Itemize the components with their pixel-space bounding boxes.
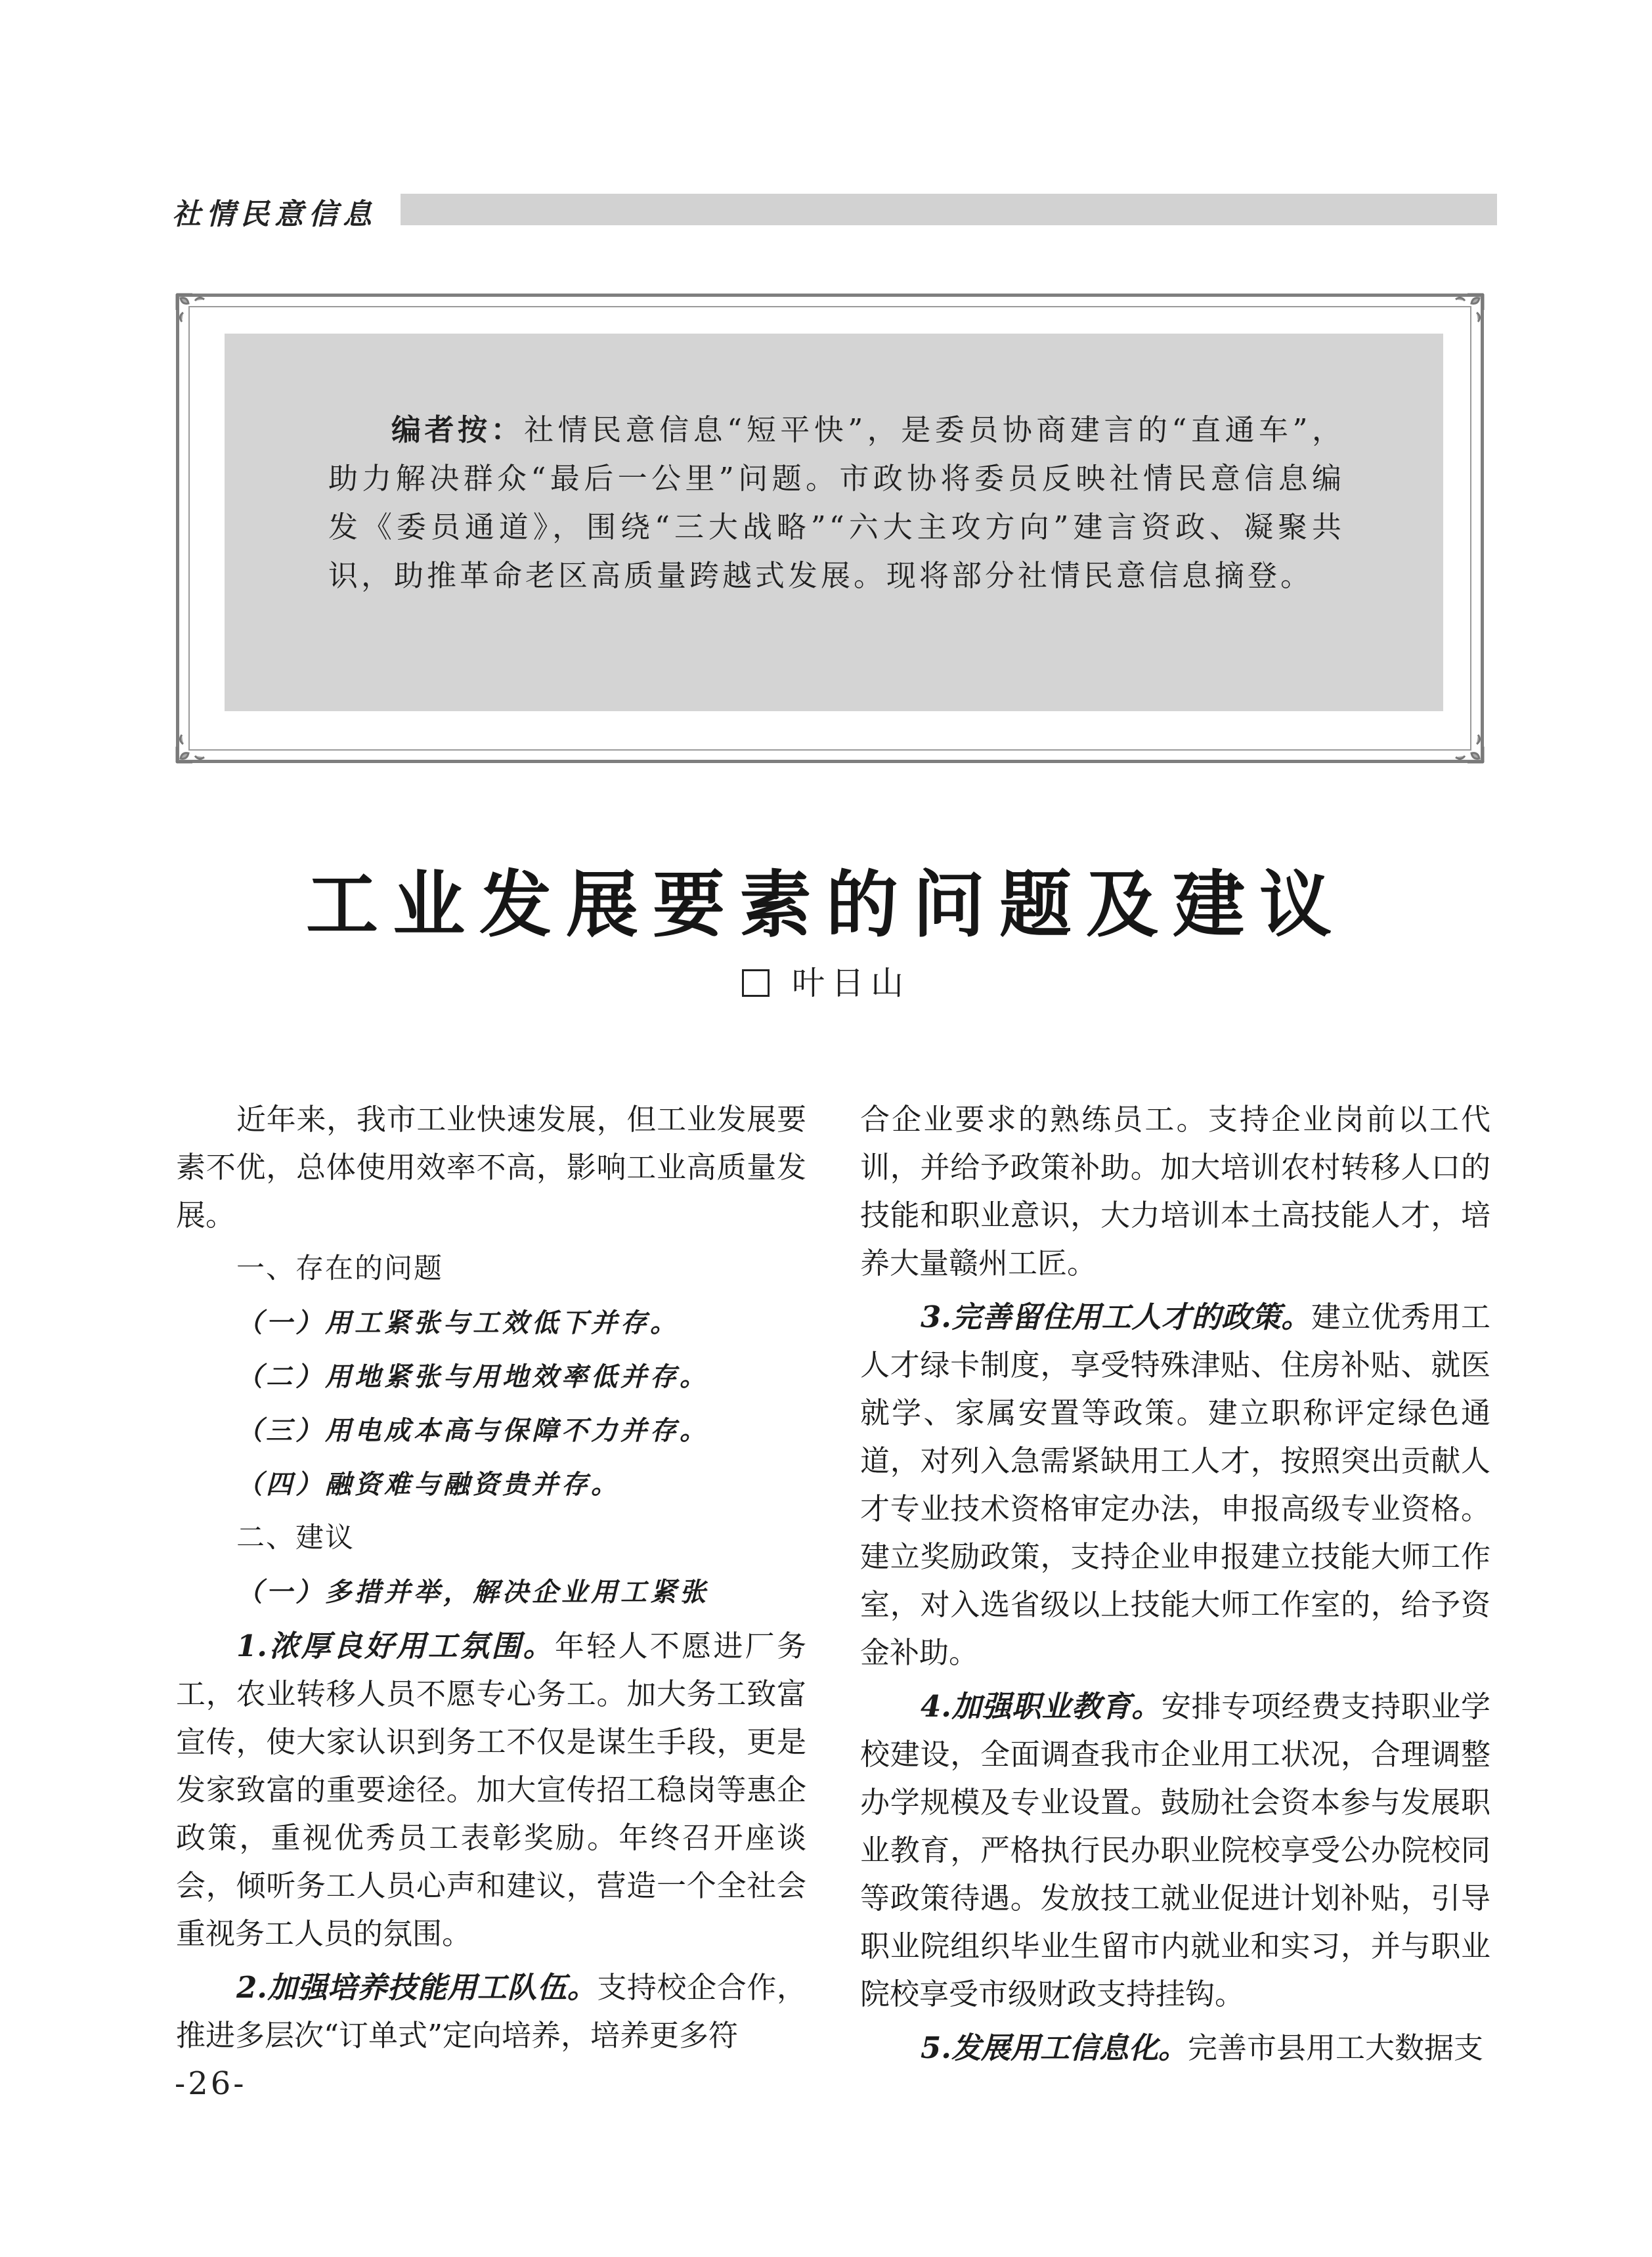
paragraph-body: 安排专项经费支持职业学校建设，全面调查我市企业用工状况，合理调整办学规模及专业设置。鼓励社会资本参与发展职业教育，严格执行民办职业院校享受公办院校同等政策待遇。发放技工就业促进计划补贴，引导职业院组织毕业生留市内就业和实习，并与职业院校享受市级财政支持挂钩。	[860, 1689, 1490, 2011]
editor-note-label: 编者按：	[391, 412, 525, 447]
paragraph-lead: 3.完善留住用工人才的政策。	[921, 1300, 1311, 1334]
right-column	[860, 1095, 1490, 2078]
paragraph-lead: 1.浓厚良好用工氛围。	[236, 1629, 555, 1663]
byline	[0, 957, 1652, 1004]
subsection-heading: （一）多措并举，解决企业用工紧张	[236, 1577, 709, 1608]
suggestion-paragraph	[860, 1682, 1490, 2018]
paragraph-body: 完善市县用工大数据支	[1187, 2030, 1483, 2065]
frame-corner-ornament-icon	[173, 727, 212, 766]
editor-note-body: 社情民意信息“短平快”，是委员协商建言的“直通车”，助力解决群众“最后一公里”问题。市政协将委员反映社情民意信息编发《委员通道》，围绕“三大战略”“六大主攻方向”建言资政、凝聚共识，助推革命老区高质量跨越式发展。现将部分社情民意信息摘登。	[328, 412, 1345, 593]
section-label: 社情民意信息	[172, 198, 377, 231]
left-column	[176, 1095, 806, 2065]
page-number: -26-	[175, 2065, 247, 2102]
section-heading: 一、存在的问题	[236, 1252, 443, 1285]
paragraph-lead: 4.加强职业教育。	[921, 1689, 1162, 1724]
suggestion-paragraph	[860, 2024, 1490, 2072]
suggestion-paragraph	[176, 1963, 806, 2059]
paragraph-body: 年轻人不愿进厂务工，农业转移人员不愿专心务工。加大务工致富宣传，使大家认识到务工不仅是谋生手段，更是发家致富的重要途径。加大宣传招工稳岗等惠企政策，重视优秀员工表彰奖励。年终召开座谈会，倾听务工人员心声和建议，营造一个全社会重视务工人员的氛围。	[176, 1629, 806, 1951]
intro-paragraph: 近年来，我市工业快速发展，但工业发展要素不优，总体使用效率不高，影响工业高质量发展。	[176, 1102, 806, 1233]
frame-corner-ornament-icon	[1448, 727, 1487, 766]
editor-note-box	[225, 334, 1443, 711]
frame-corner-ornament-icon	[1448, 290, 1487, 330]
problem-item: （三）用电成本高与保障不力并存。	[236, 1415, 709, 1446]
frame-corner-ornament-icon	[173, 290, 212, 330]
paragraph-lead: 2.加强培养技能用工队伍。	[236, 1970, 598, 2005]
suggestion-paragraph	[860, 1293, 1490, 1676]
article-title: 工业发展要素的问题及建议	[306, 862, 1346, 947]
author-name: 叶日山	[792, 964, 910, 1002]
suggestion-paragraph	[176, 1622, 806, 1958]
section-heading: 二、建议	[236, 1522, 355, 1554]
problem-item: （四）融资难与融资贵并存。	[236, 1469, 620, 1500]
editor-note-text	[328, 406, 1345, 600]
paragraph-body: 支持校企合作，推进多层次“订单式”定向培养，培养更多符	[176, 1970, 806, 2053]
paragraph-body: 建立优秀用工人才绿卡制度，享受特殊津贴、住房补贴、就医就学、家属安置等政策。建立职称评定绿色通道，对列入急需紧缺用工人才，按照突出贡献人才专业技术资格审定办法，申报高级专业资格。建立奖励政策，支持企业申报建立技能大师工作室，对入选省级以上技能大师工作室的，给予资金补助。	[860, 1300, 1490, 1670]
problem-item: （一）用工紧张与工效低下并存。	[236, 1307, 680, 1338]
problem-item: （二）用地紧张与用地效率低并存。	[236, 1361, 709, 1392]
square-icon	[742, 969, 770, 997]
paragraph-continuation: 合企业要求的熟练员工。支持企业岗前以工代训，并给予政策补助。加大培训农村转移人口的技能和职业意识，大力培训本土高技能人才，培养大量赣州工匠。	[860, 1102, 1490, 1281]
header-bar	[401, 194, 1497, 225]
paragraph-lead: 5.发展用工信息化。	[921, 2030, 1188, 2065]
